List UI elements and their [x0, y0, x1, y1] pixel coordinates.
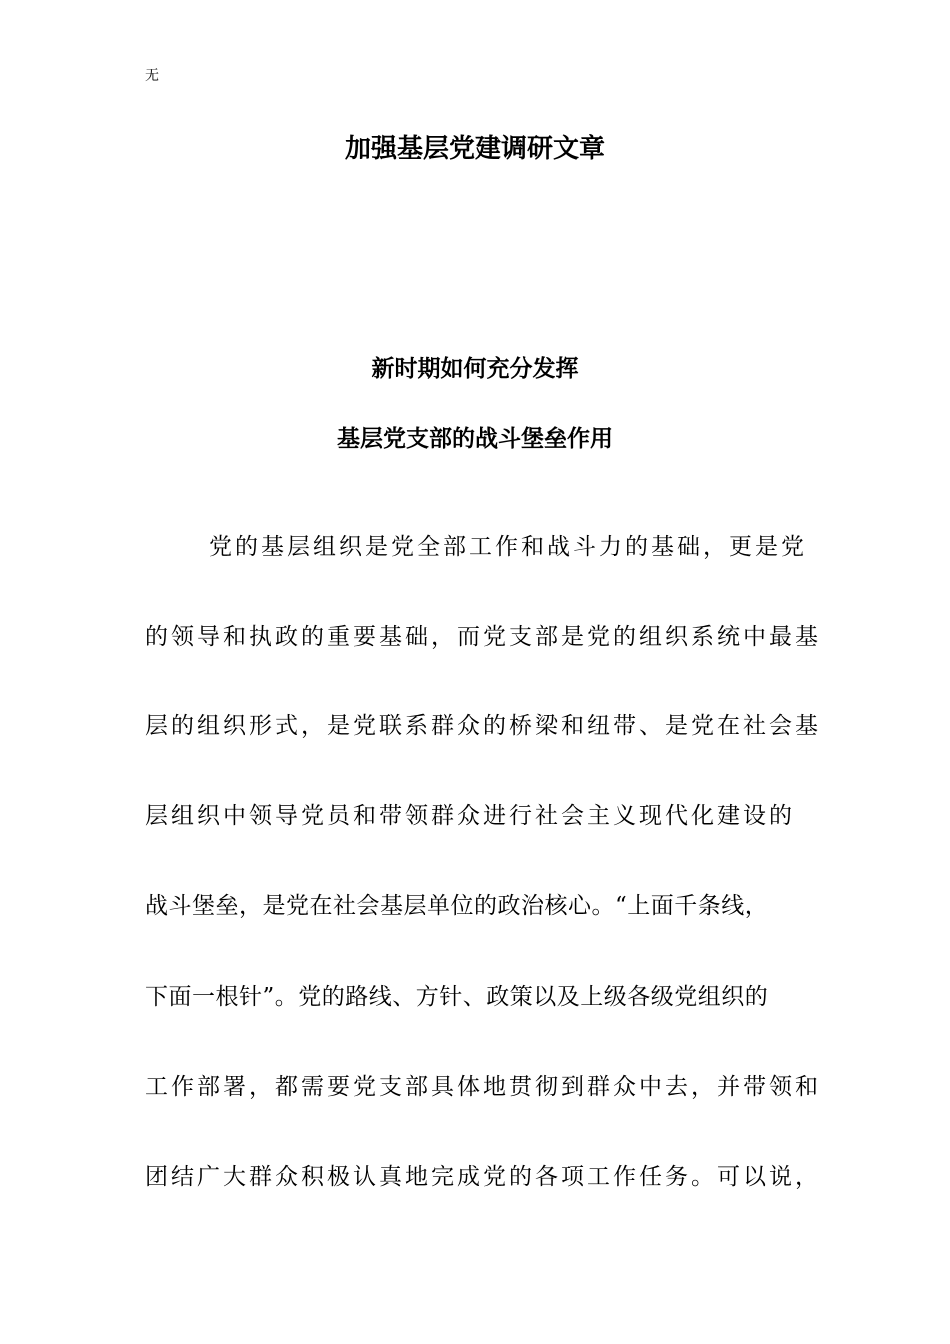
- subtitle-line-2: 基层党支部的战斗堡垒作用: [337, 426, 613, 452]
- body-line-4: 层组织中领导党员和带领群众进行社会主义现代化建设的: [145, 803, 795, 829]
- document-title: 加强基层党建调研文章: [344, 134, 605, 164]
- body-line-1: 党的基层组织是党全部工作和战斗力的基础，更是党: [209, 534, 807, 560]
- body-line-3: 层的组织形式，是党联系群众的桥梁和纽带、是党在社会基: [145, 713, 821, 739]
- body-line-6: 下面一根针”。党的路线、方针、政策以及上级各级党组织的: [145, 984, 769, 1010]
- body-line-5: 战斗堡垒，是党在社会基层单位的政治核心。“上面千条线，: [145, 893, 769, 919]
- header-mark: 无: [145, 68, 159, 84]
- body-line-8: 团结广大群众积极认真地完成党的各项工作任务。可以说，: [145, 1164, 821, 1190]
- subtitle-line-1: 新时期如何充分发挥: [371, 356, 579, 382]
- body-line-7: 工作部署，都需要党支部具体地贯彻到群众中去，并带领和: [145, 1074, 821, 1100]
- body-line-2: 的领导和执政的重要基础，而党支部是党的组织系统中最基: [145, 624, 821, 650]
